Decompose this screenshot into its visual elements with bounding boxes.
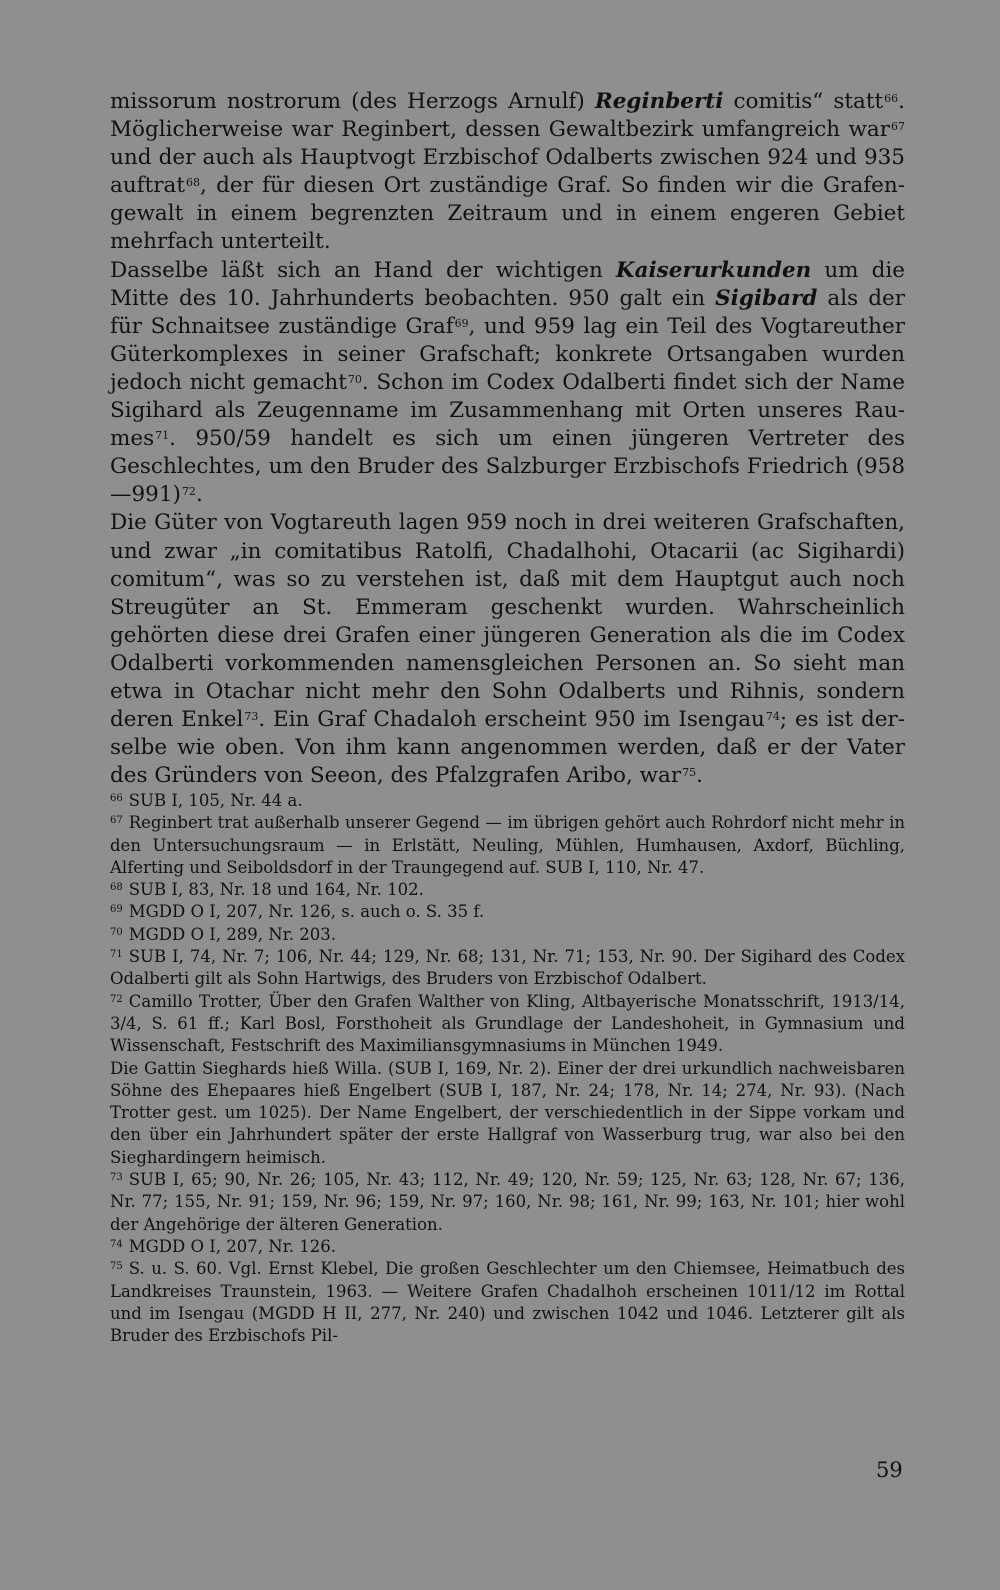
text-run: Dasselbe läßt sich an Hand der wichtigen <box>110 257 616 283</box>
footnote-text: SUB I, 105, Nr. 44 a. <box>128 791 303 810</box>
footnote-ref-72[interactable]: 72 <box>181 485 196 499</box>
emphasis-kaiserurkunden: Kaiserurkunden <box>615 257 812 283</box>
footnote-69 <box>110 901 905 923</box>
text-run: , der für diesen Ort zuständige Graf. So finden wir die Grafengewalt in einem begrenzten Zeitraum und in einem engeren Gebiet mehrfach unterteilt. <box>110 173 905 255</box>
text-run: ; es ist derselbe wie oben. Von ihm kann angenommen werden, daß er der Vater des Gründers von Seeon, des Pfalzgrafen Aribo, war <box>110 707 905 789</box>
footnote-ref-74[interactable]: 74 <box>765 710 780 724</box>
footnote-text: Die Gattin Sieghards hieß Willa. (SUB I, 169, Nr. 2). Einer der drei urkundlich nachweisbaren Söhne des Ehepaares hieß Engelbert (SUB I, 187, Nr. 24; 178, Nr. 14; 274, Nr. 93). (Nach Trotter gest. um 1025). Der Name Engelbert, der verschiedentlich in der Sippe vorkam und den über ein Jahrhundert später der erste Hallgraf von Wasserburg trug, war also bei den Sieghardingern heimisch. <box>110 1058 905 1167</box>
footnote-73 <box>110 1169 905 1236</box>
text-run: , und 959 lag ein Teil des Vogtareuther Güterkomplexes in seiner Grafschaft; konkrete Ortsangaben wurden jedoch nicht gemacht <box>110 313 905 395</box>
footnote-71 <box>110 946 905 991</box>
footnote-ref-75[interactable]: 75 <box>682 766 697 780</box>
footnotes <box>110 790 905 1347</box>
footnote-number: 71 <box>110 949 123 961</box>
footnote-text: SUB I, 65; 90, Nr. 26; 105, Nr. 43; 112, Nr. 49; 120, Nr. 59; 125, Nr. 63; 128, Nr. 67; 136, Nr. 77; 155, Nr. 91; 159, Nr. 96; 159, Nr. 97; 160, Nr. 98; 161, Nr. 99; 163, Nr. 101; hier wohl der Angehörige der älteren Generation. <box>110 1170 905 1234</box>
footnote-ref-68[interactable]: 68 <box>186 176 200 190</box>
text-run: comitis“ statt <box>723 89 884 114</box>
footnote-number: 72 <box>110 993 123 1005</box>
footnote-number: 69 <box>110 904 123 916</box>
footnote-75 <box>110 1258 905 1347</box>
text-run: Die Güter von Vogtareuth lagen 959 noch in drei weiteren Grafschaften, und zwar „in comitatibus Ratolfi, Chadalhohi, Otacarii (ac Sigihardi) comitum“, was so zu verstehen ist, daß mit dem Hauptgut auch noch Streugüter an St. Emmeram geschenkt wurden. Wahrscheinlich gehörten diese drei Grafen einer jüngeren Generation als die im Codex Odalberti vorkommenden namensgleichen Personen an. So sieht man etwa in Otachar nicht mehr den Sohn Odalberts und Rihnis, sondern deren Enkel <box>110 510 905 733</box>
footnote-ref-71[interactable]: 71 <box>155 429 170 443</box>
text-run: . Schon im Codex Odalberti findet sich der Name Sigihard als Zeugenname im Zusammenhang mit Orten unseres Raumes <box>110 369 906 452</box>
text-run: . 950/59 handelt es sich um einen jüngeren Vertreter des Geschlechtes, um den Bruder des Salzburger Erzbischofs Friedrich (958—991) <box>110 426 905 508</box>
footnote-ref-70[interactable]: 70 <box>347 372 362 386</box>
footnote-74 <box>110 1236 905 1258</box>
footnote-text: Camillo Trotter, Über den Grafen Walther von Kling, Altbayerische Monatsschrift, 1913/14, 3/4, S. 61 ff.; Karl Bosl, Forsthoheit als Grundlage der Landeshoheit, in Gymnasium und Wissenschaft, Festschrift des Maximiliansgymnasiums in München 1949. <box>110 991 905 1056</box>
footnote-ref-69[interactable]: 69 <box>454 316 469 330</box>
text-run: . Ein Graf Chadaloh erscheint 950 im Isengau <box>258 707 765 733</box>
footnote-text: Reginbert trat außerhalb unserer Gegend — im übrigen gehört auch Rohrdorf nicht mehr in den Untersuchungsraum — in Erlstätt, Neuling, Mühlen, Humhausen, Axdorf, Büchling, Alferting und Seiboldsdorf in der Traungegend auf. SUB I, 110, Nr. 47. <box>110 813 905 877</box>
emphasis-sigibard: Sigibard <box>715 285 818 311</box>
text-run: . <box>696 763 703 789</box>
text-run: und der auch als Hauptvogt Erzbischof Odalberts zwischen 924 und 935 auftrat <box>110 145 905 199</box>
text-run: . Möglicherweise war Reginbert, dessen Gewaltbezirk umfangreich war <box>110 89 905 143</box>
footnote-68 <box>110 879 905 901</box>
footnote-text: S. u. S. 60. Vgl. Ernst Klebel, Die großen Geschlechter um den Chiemsee, Heimatbuch des Landkreises Traunstein, 1963. — Weitere Grafen Chadalhoh erscheinen 1011/12 im Rottal und im Isengau (MGDD H II, 277, Nr. 240) und zwischen 1042 und 1046. Letzterer gilt als Bruder des Erzbischofs Pil- <box>110 1259 905 1346</box>
main-text <box>110 88 905 790</box>
text-run: als der für Schnaitsee zuständige Graf <box>110 285 905 339</box>
footnote-text: SUB I, 83, Nr. 18 und 164, Nr. 102. <box>128 880 424 900</box>
footnote-text: SUB I, 74, Nr. 7; 106, Nr. 44; 129, Nr. 68; 131, Nr. 71; 153, Nr. 90. Der Sigihard des Codex Odalberti gilt als Sohn Hartwigs, des Bruders von Erzbischof Odalbert. <box>110 947 905 989</box>
footnote-66 <box>110 790 905 812</box>
paragraph-2 <box>110 257 905 510</box>
text-run: . <box>195 482 203 508</box>
footnote-72-continued <box>110 1058 905 1169</box>
text-run: missorum nostrorum (des Herzogs Arnulf) <box>110 89 595 114</box>
footnote-number: 75 <box>110 1261 123 1273</box>
footnote-text: MGDD O I, 207, Nr. 126, s. auch o. S. 35 f. <box>128 902 485 922</box>
footnote-number: 74 <box>110 1238 123 1250</box>
footnote-72 <box>110 991 905 1058</box>
page-number: 59 <box>876 1458 903 1482</box>
footnote-67 <box>110 812 905 879</box>
footnote-number: 70 <box>110 926 123 938</box>
footnote-text: MGDD O I, 207, Nr. 126. <box>128 1236 337 1256</box>
footnote-number: 73 <box>110 1172 123 1184</box>
paragraph-3 <box>110 509 905 790</box>
paragraph-1 <box>110 88 905 257</box>
footnote-number: 67 <box>110 815 123 827</box>
text-run: um die Mitte des 10. Jahrhunderts beobachten. 950 galt ein <box>110 257 906 311</box>
footnote-ref-67[interactable]: 67 <box>891 120 905 134</box>
footnote-ref-73[interactable]: 73 <box>244 710 259 724</box>
footnote-number: 66 <box>110 793 123 804</box>
emphasis-reginberti: Reginberti <box>594 89 724 114</box>
footnote-ref-66[interactable]: 66 <box>884 91 899 105</box>
footnote-70 <box>110 924 905 946</box>
footnote-text: MGDD O I, 289, Nr. 203. <box>128 924 337 944</box>
footnote-number: 68 <box>110 882 123 894</box>
